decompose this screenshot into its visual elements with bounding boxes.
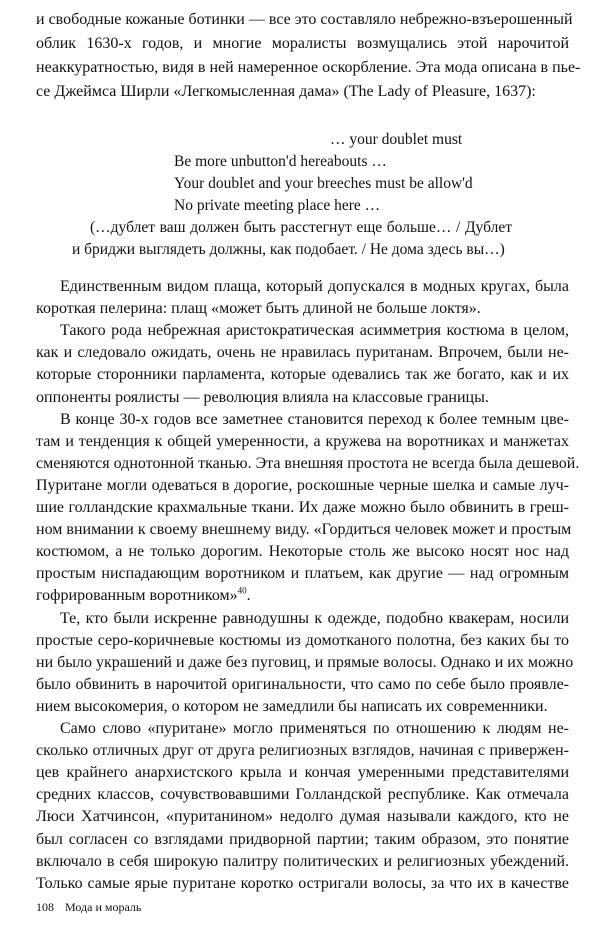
- body-line: как и следовало ожидать, очень не нравилась пуританам. Впрочем, были не-: [36, 344, 569, 362]
- body-line: Само слово «пуритане» могло применяться по отношению к людям не-: [60, 720, 569, 737]
- body-line: Те, кто были искренне равнодушны к одежде, подобно квакерам, носили: [60, 609, 569, 627]
- body-line: гофрированным воротником»: [36, 587, 238, 605]
- body-line: сколько отличных друг от друга религиозных взглядов, начиная с привержен-: [36, 742, 569, 760]
- body-line: се Джеймса Ширли «Легкомысленная дама» (The Lady of Pleasure, 1637):: [36, 83, 536, 100]
- body-line: там и тенденция к общей умеренности, а кружева на воротниках и манжетах: [36, 432, 569, 450]
- body-line: ни было украшений и даже без пуговиц, и прямые волосы. Однако и их можно: [36, 653, 574, 671]
- body-line: нием высокомерия, о котором не замедлили бы написать их современники.: [36, 697, 548, 715]
- body-line: костюмом, а не только дорогим. Некоторые столь же высоко носят нос над: [36, 543, 569, 561]
- body-line: было обвинить в нарочитой оригинальности, что само по себе было проявле-: [36, 675, 569, 693]
- body-line: был согласен со взглядами придворной партии; таким образом, это понятие: [36, 830, 569, 848]
- verse-line: Your doublet and your breeches must be allow'd: [174, 175, 473, 192]
- body-line: Только самые ярые пуритане коротко остригали волосы, за что их в качестве: [36, 874, 569, 892]
- body-line: простым ниспадающим воротником и платьем, как другие — над огромным: [36, 565, 569, 583]
- body-line: шие голландские крахмальные ткани. Их даже можно было обвинить в греш-: [36, 499, 569, 516]
- translation-line: и бриджи выглядеть должны, как подобает. / Не дома здесь вы…): [72, 241, 505, 258]
- body-line: Пуритане могли одеваться в дорогие, роскошные черные шелка и самые луч-: [36, 476, 569, 494]
- body-line: средних классов, сочувствовавшими Голландской республике. Как отмечала: [36, 786, 569, 804]
- body-line: оппоненты роялисты — революция влияла на классовые границы.: [36, 388, 489, 406]
- verse-line: Be more unbutton'd hereabouts …: [174, 153, 387, 170]
- body-line: Люси Хатчинсон, «пуританином» недолго думая называли каждого, кто не: [36, 808, 569, 826]
- running-title: Мода и мораль: [65, 900, 142, 914]
- body-line: ном внимании к своему внешнему виду. «Гордиться человек может и простым: [36, 521, 572, 539]
- body-line: включало в себя широкую палитру политических и религиозных убеждений.: [36, 852, 569, 870]
- body-line: В конце 30-х годов все заметнее становится переход к более темным цве-: [60, 410, 569, 428]
- body-line: короткая пелерина: плащ «может быть длиной не больше локтя».: [36, 300, 481, 318]
- body-line: облик 1630-х годов, и многие моралисты возмущались этой нарочитой: [36, 35, 569, 52]
- body-line-with-footnote: гофрированным воротником»$^{40}$.: [36, 586, 251, 605]
- page-footer: [36, 898, 141, 916]
- verse-line: … your doublet must: [330, 131, 463, 148]
- page-number: 108: [36, 900, 54, 914]
- verse-line: No private meeting place here …: [174, 197, 381, 214]
- body-line: Единственным видом плаща, который допускался в модных кругах, была: [60, 278, 569, 295]
- body-line: Такого рода небрежная аристократическая асимметрия костюма в целом,: [60, 322, 569, 340]
- body-line: простые серо-коричневые костюмы из домотканого полотна, без каких бы то: [36, 631, 569, 649]
- translation-line: (…дублет ваш должен быть расстегнут еще больше… / Дублет: [90, 219, 512, 236]
- body-line: сменяются однотонной тканью. Эта внешняя простота не всегда была дешевой.: [36, 454, 580, 472]
- body-line: которые сторонники парламента, которые одевались так же богато, как и их: [36, 366, 569, 384]
- body-line: цев крайнего анархистского крыла и кончая умеренными представителями: [36, 764, 569, 782]
- body-line: неаккуратностью, видя в ней намеренное оскорбление. Эта мода описана в пье-: [36, 59, 581, 76]
- body-line: и свободные кожаные ботинки — все это составляло небрежно-взъерошенный: [36, 11, 573, 28]
- footnote-reference: 40: [237, 586, 247, 597]
